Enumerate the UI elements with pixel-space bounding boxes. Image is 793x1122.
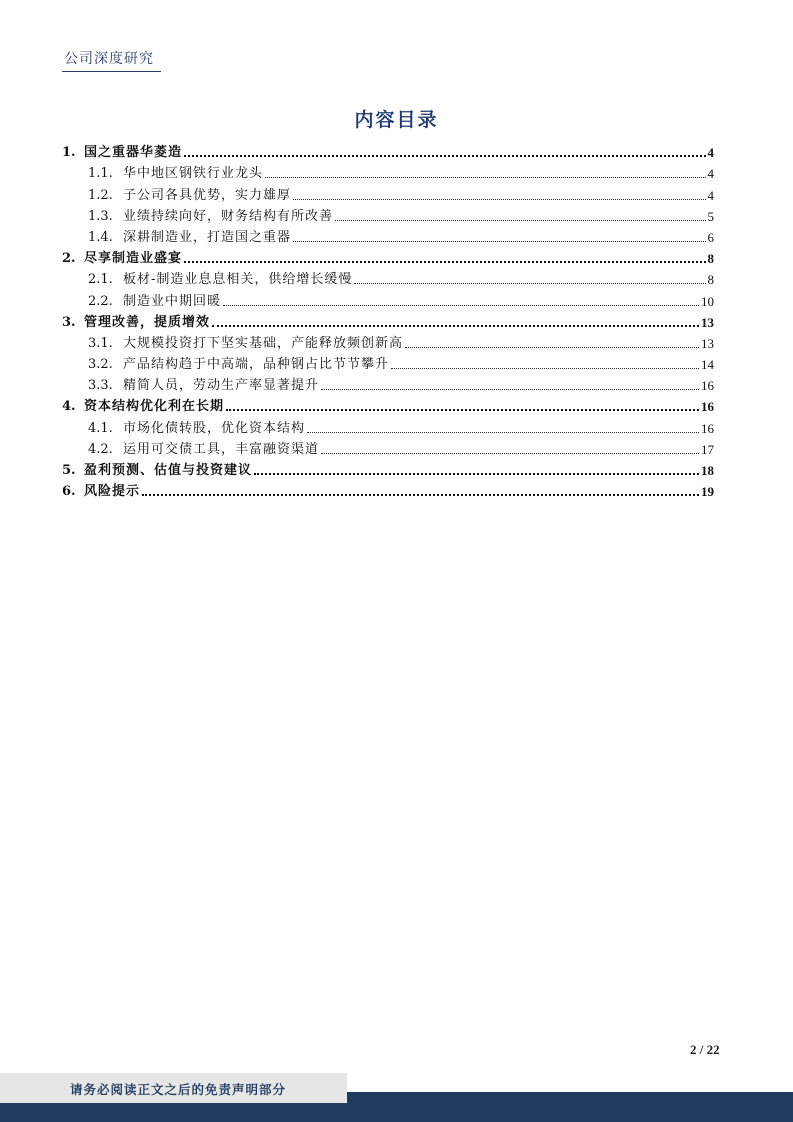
toc-section-entry[interactable] [62, 479, 714, 500]
toc-entry-page: 6 [707, 229, 714, 245]
toc-subsection-entry[interactable] [62, 204, 714, 225]
toc-entry-title: 运用可交债工具，丰富融资渠道 [123, 441, 320, 457]
toc-entry-title: 风险提示 [84, 484, 141, 500]
toc-dot-leader [391, 367, 699, 369]
toc-subsection-entry[interactable] [62, 161, 714, 182]
toc-entry-number: 2.2. [88, 293, 113, 309]
toc-entry-number: 1.2. [88, 187, 113, 203]
toc-entry-page: 4 [707, 187, 714, 203]
toc-entry-title: 尽享制造业盛宴 [84, 251, 183, 267]
toc-entry-page: 17 [701, 441, 714, 457]
toc-entry-number: 6. [62, 484, 76, 500]
toc-subsection-entry[interactable] [62, 437, 714, 458]
toc-entry-number: 4.1. [88, 420, 113, 436]
toc-entry-number: 2. [62, 251, 76, 267]
toc-entry-title: 大规模投资打下坚实基础，产能释放频创新高 [123, 335, 404, 351]
toc-dot-leader [321, 388, 699, 390]
toc-entry-page: 19 [701, 484, 714, 500]
toc-entry-number: 3.1. [88, 335, 113, 351]
toc-entry-title: 产品结构趋于中高端，品种钢占比节节攀升 [123, 357, 390, 373]
toc-entry-page: 8 [707, 272, 714, 288]
toc-entry-title: 资本结构优化利在长期 [84, 399, 225, 415]
toc-entry-page: 13 [701, 314, 714, 330]
toc-entry-number: 2.1. [88, 272, 113, 288]
toc-dot-leader [184, 260, 705, 263]
toc-dot-leader [405, 346, 699, 348]
toc-entry-page: 13 [701, 335, 714, 351]
toc-entry-title: 盈利预测、估值与投资建议 [84, 463, 253, 478]
toc-entry-number: 1.3. [88, 208, 113, 224]
toc-dot-leader [354, 282, 705, 284]
toc-subsection-entry[interactable] [62, 352, 714, 373]
toc-entry-title: 板材-制造业息息相关，供给增长缓慢 [123, 272, 353, 288]
toc-entry-title: 管理改善，提质增效 [84, 314, 211, 330]
toc-dot-leader [307, 431, 699, 433]
toc-subsection-entry[interactable] [62, 331, 714, 352]
toc-section-entry[interactable] [62, 458, 714, 479]
toc-entry-page: 10 [701, 293, 714, 309]
toc-entry-page: 16 [701, 378, 714, 394]
toc-dot-leader [293, 240, 705, 242]
toc-entry-title: 国之重器华菱造 [84, 145, 183, 161]
toc-dot-leader [223, 304, 699, 306]
toc-dot-leader [212, 324, 699, 327]
toc-entry-title: 华中地区钢铁行业龙头 [123, 166, 264, 182]
toc-entry-page: 16 [701, 420, 714, 436]
toc-entry-page: 16 [701, 399, 714, 415]
toc-entry-page: 4 [707, 145, 714, 161]
toc-subsection-entry[interactable] [62, 225, 714, 246]
report-type-label: 公司深度研究 [64, 51, 154, 67]
toc-section-entry[interactable] [62, 246, 714, 267]
toc-entry-title: 市场化债转股，优化资本结构 [123, 420, 306, 436]
footer-disclaimer: 请务必阅读正文之后的免责声明部分 [70, 1082, 287, 1097]
toc-entry-page: 5 [707, 208, 714, 224]
toc-subsection-entry[interactable] [62, 415, 714, 436]
toc-dot-leader [321, 452, 699, 454]
toc-dot-leader [254, 472, 699, 475]
toc-entry-number: 3. [62, 314, 76, 330]
toc-entry-title: 业绩持续向好，财务结构有所改善 [123, 208, 334, 224]
toc-entry-number: 1.1. [88, 166, 113, 182]
toc-dot-leader [335, 219, 705, 221]
toc-entry-page: 14 [701, 357, 714, 373]
toc-entry-number: 1.4. [88, 229, 113, 245]
toc-title: 内容目录 [354, 109, 439, 131]
toc-subsection-entry[interactable] [62, 182, 714, 203]
toc-dot-leader [184, 154, 705, 157]
toc-entry-page: 8 [707, 251, 714, 267]
toc-dot-leader [142, 493, 699, 496]
toc-entry-number: 4.2. [88, 441, 113, 457]
toc-entry-number: 5. [62, 463, 76, 478]
header-underline [62, 71, 161, 72]
toc-dot-leader [226, 408, 699, 411]
toc-entry-number: 3.3. [88, 378, 113, 394]
toc-section-entry[interactable] [62, 140, 714, 161]
toc-entry-title: 制造业中期回暖 [123, 293, 222, 309]
page-number: 2 / 22 [690, 1042, 720, 1057]
toc-subsection-entry[interactable] [62, 288, 714, 309]
toc-dot-leader [265, 176, 705, 178]
table-of-contents [62, 140, 714, 500]
toc-section-entry[interactable] [62, 394, 714, 415]
toc-entry-title: 子公司各具优势，实力雄厚 [123, 187, 292, 203]
toc-subsection-entry[interactable] [62, 373, 714, 394]
toc-section-entry[interactable] [62, 310, 714, 331]
toc-entry-page: 18 [701, 463, 714, 478]
toc-entry-title: 精简人员，劳动生产率显著提升 [123, 378, 320, 394]
toc-subsection-entry[interactable] [62, 267, 714, 288]
toc-entry-number: 1. [62, 145, 76, 161]
toc-entry-number: 3.2. [88, 357, 113, 373]
toc-entry-number: 4. [62, 399, 76, 415]
toc-entry-page: 4 [707, 166, 714, 182]
toc-entry-title: 深耕制造业，打造国之重器 [123, 229, 292, 245]
toc-dot-leader [293, 198, 705, 200]
